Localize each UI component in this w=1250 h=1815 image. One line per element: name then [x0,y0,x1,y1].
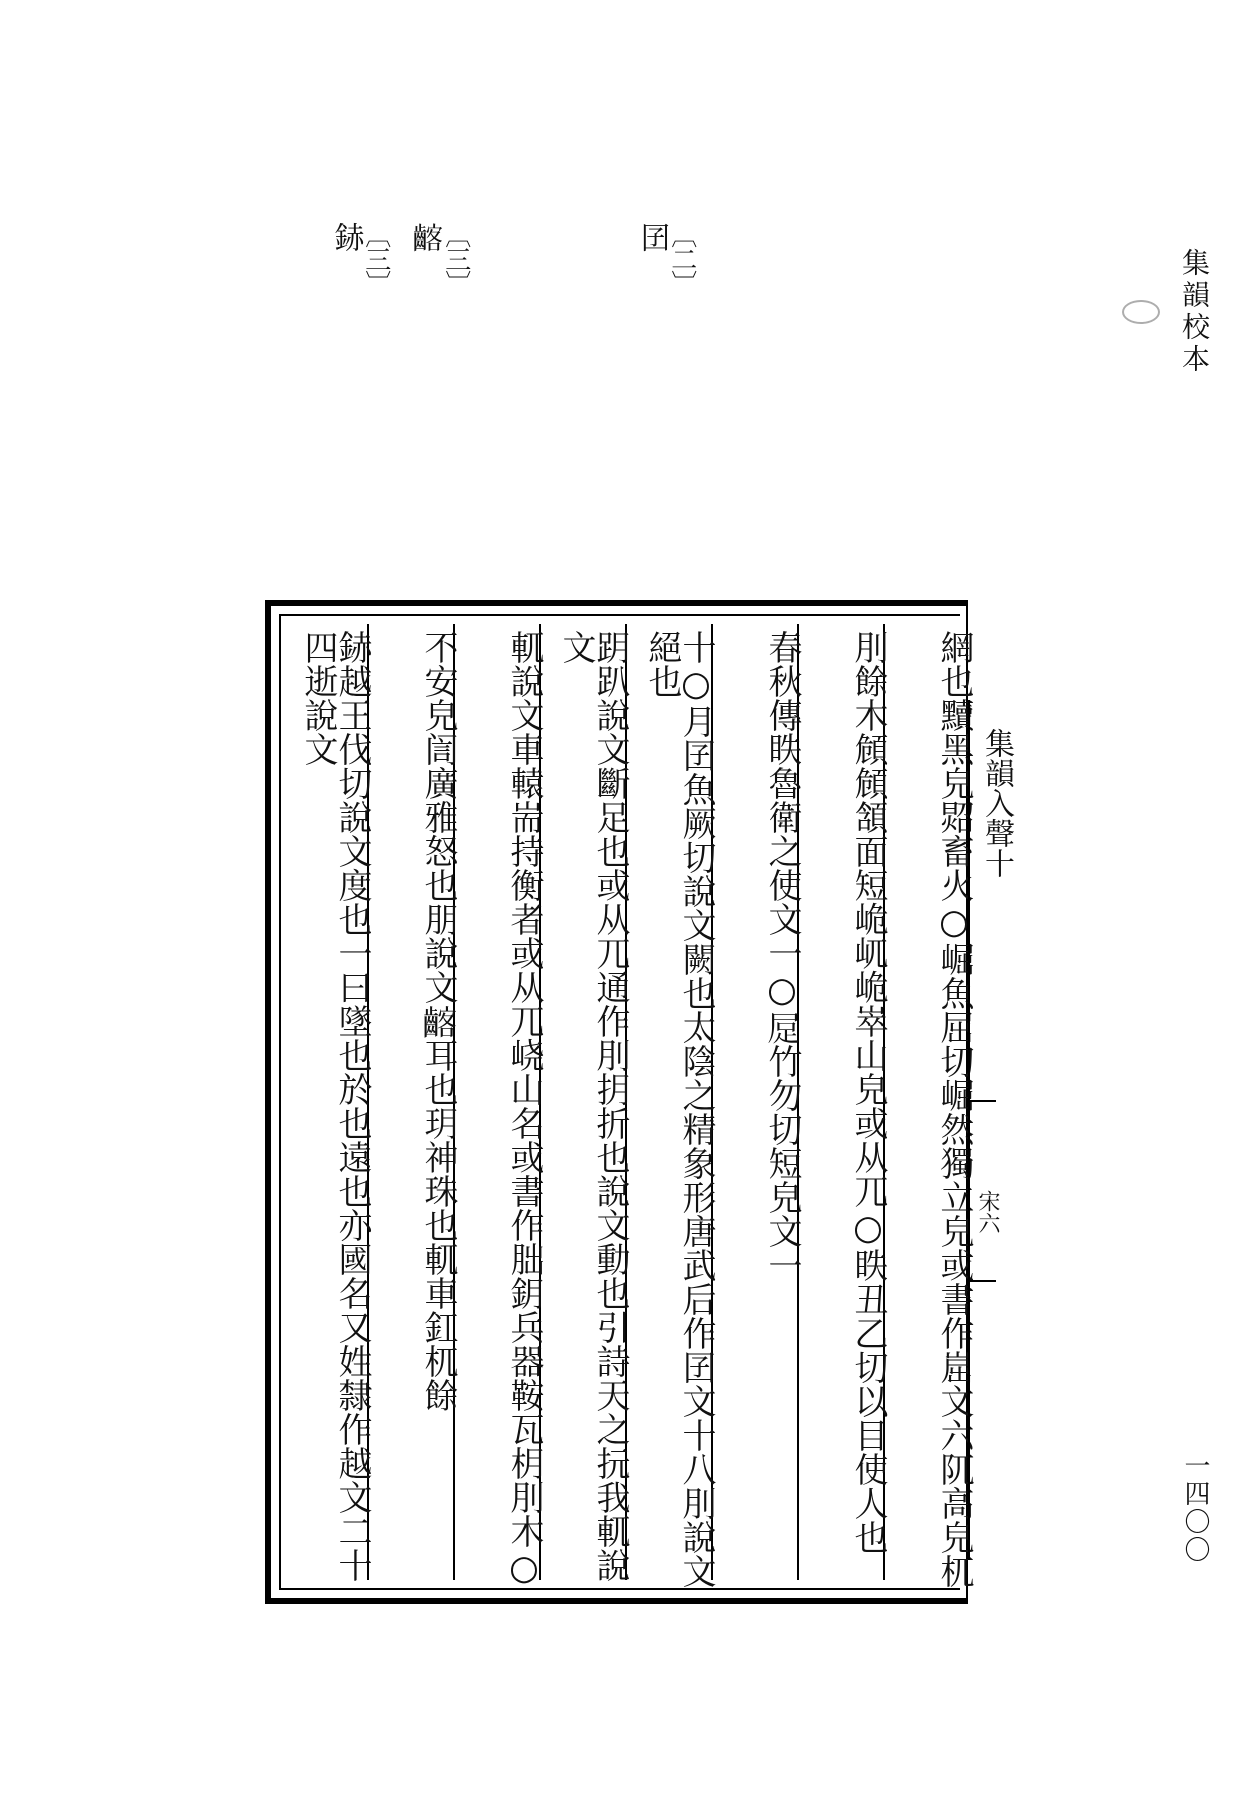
book-spine-edge [968,700,1014,1560]
decorative-swirl-mark [1122,300,1160,324]
note-text: 䤲 [328,222,364,252]
note-marker: 〔二〕 [666,222,697,294]
book-title-vertical: 集韻校本 [1178,248,1211,376]
note-marker: 〔三〕 [440,222,471,294]
spine-fold-label: 宋六 [975,1190,1000,1234]
note-2 [636,222,695,294]
note-text: 𪘺 [408,222,444,252]
text-column-2 [799,630,888,1590]
column-text: 春秋傳眣魯衛之使文一○𧿃竹勿切短皃文一 [762,630,802,1282]
note-marker: 〔三〕 [360,222,391,294]
text-column-3 [713,630,802,1590]
column-text: 不安皃訚廣雅怒也朋說文𪘺耳也玥神珠也軏車釭杌餘 [418,630,458,1412]
text-column-4 [627,630,716,1590]
column-text: 軏說文車轅耑持衡者或从兀峣山名或書作朏鈅兵器鞍瓦枂刖木○ [504,630,544,1588]
frame-inner-border [279,614,974,1590]
page-number-vertical: 一四〇〇 [1180,1452,1210,1564]
spine-tick [970,1100,996,1102]
text-column-6 [455,630,544,1590]
text-frame [265,600,974,1604]
column-text: 網也黷黑皃㷖畜火○崛魚屈切崛然獨立皃或書作崫文六阢高皃杌 [934,630,974,1588]
column-text: 刖餘木頠頠頷面短峗屼峗崒山皃或从兀○眣丑乙切以目使人也 [848,630,888,1554]
text-column-7 [369,630,458,1590]
column-text: 䤲越王伐切說文度也一曰墜也於也遠也亦國名又姓隸作越文二十四逝說文 [298,630,372,1582]
spine-tick [970,1280,996,1282]
text-column-5 [541,630,630,1590]
note-3a [410,222,469,294]
spine-title: 集韻入聲十 [979,728,1014,878]
column-text: 十○月囝魚厥切說文闕也太陰之精象形唐武后作囝文十八刖說文絕也 [642,630,716,1588]
column-text: 跀趴說文斷足也或从兀通作刖抈折也說文動也引詩天之抏我軏說文 [556,630,630,1582]
note-text: 囝 [634,222,670,252]
collation-notes [300,222,720,372]
text-column-1 [885,630,974,1590]
text-column-8 [283,630,372,1590]
note-3b [330,222,389,294]
